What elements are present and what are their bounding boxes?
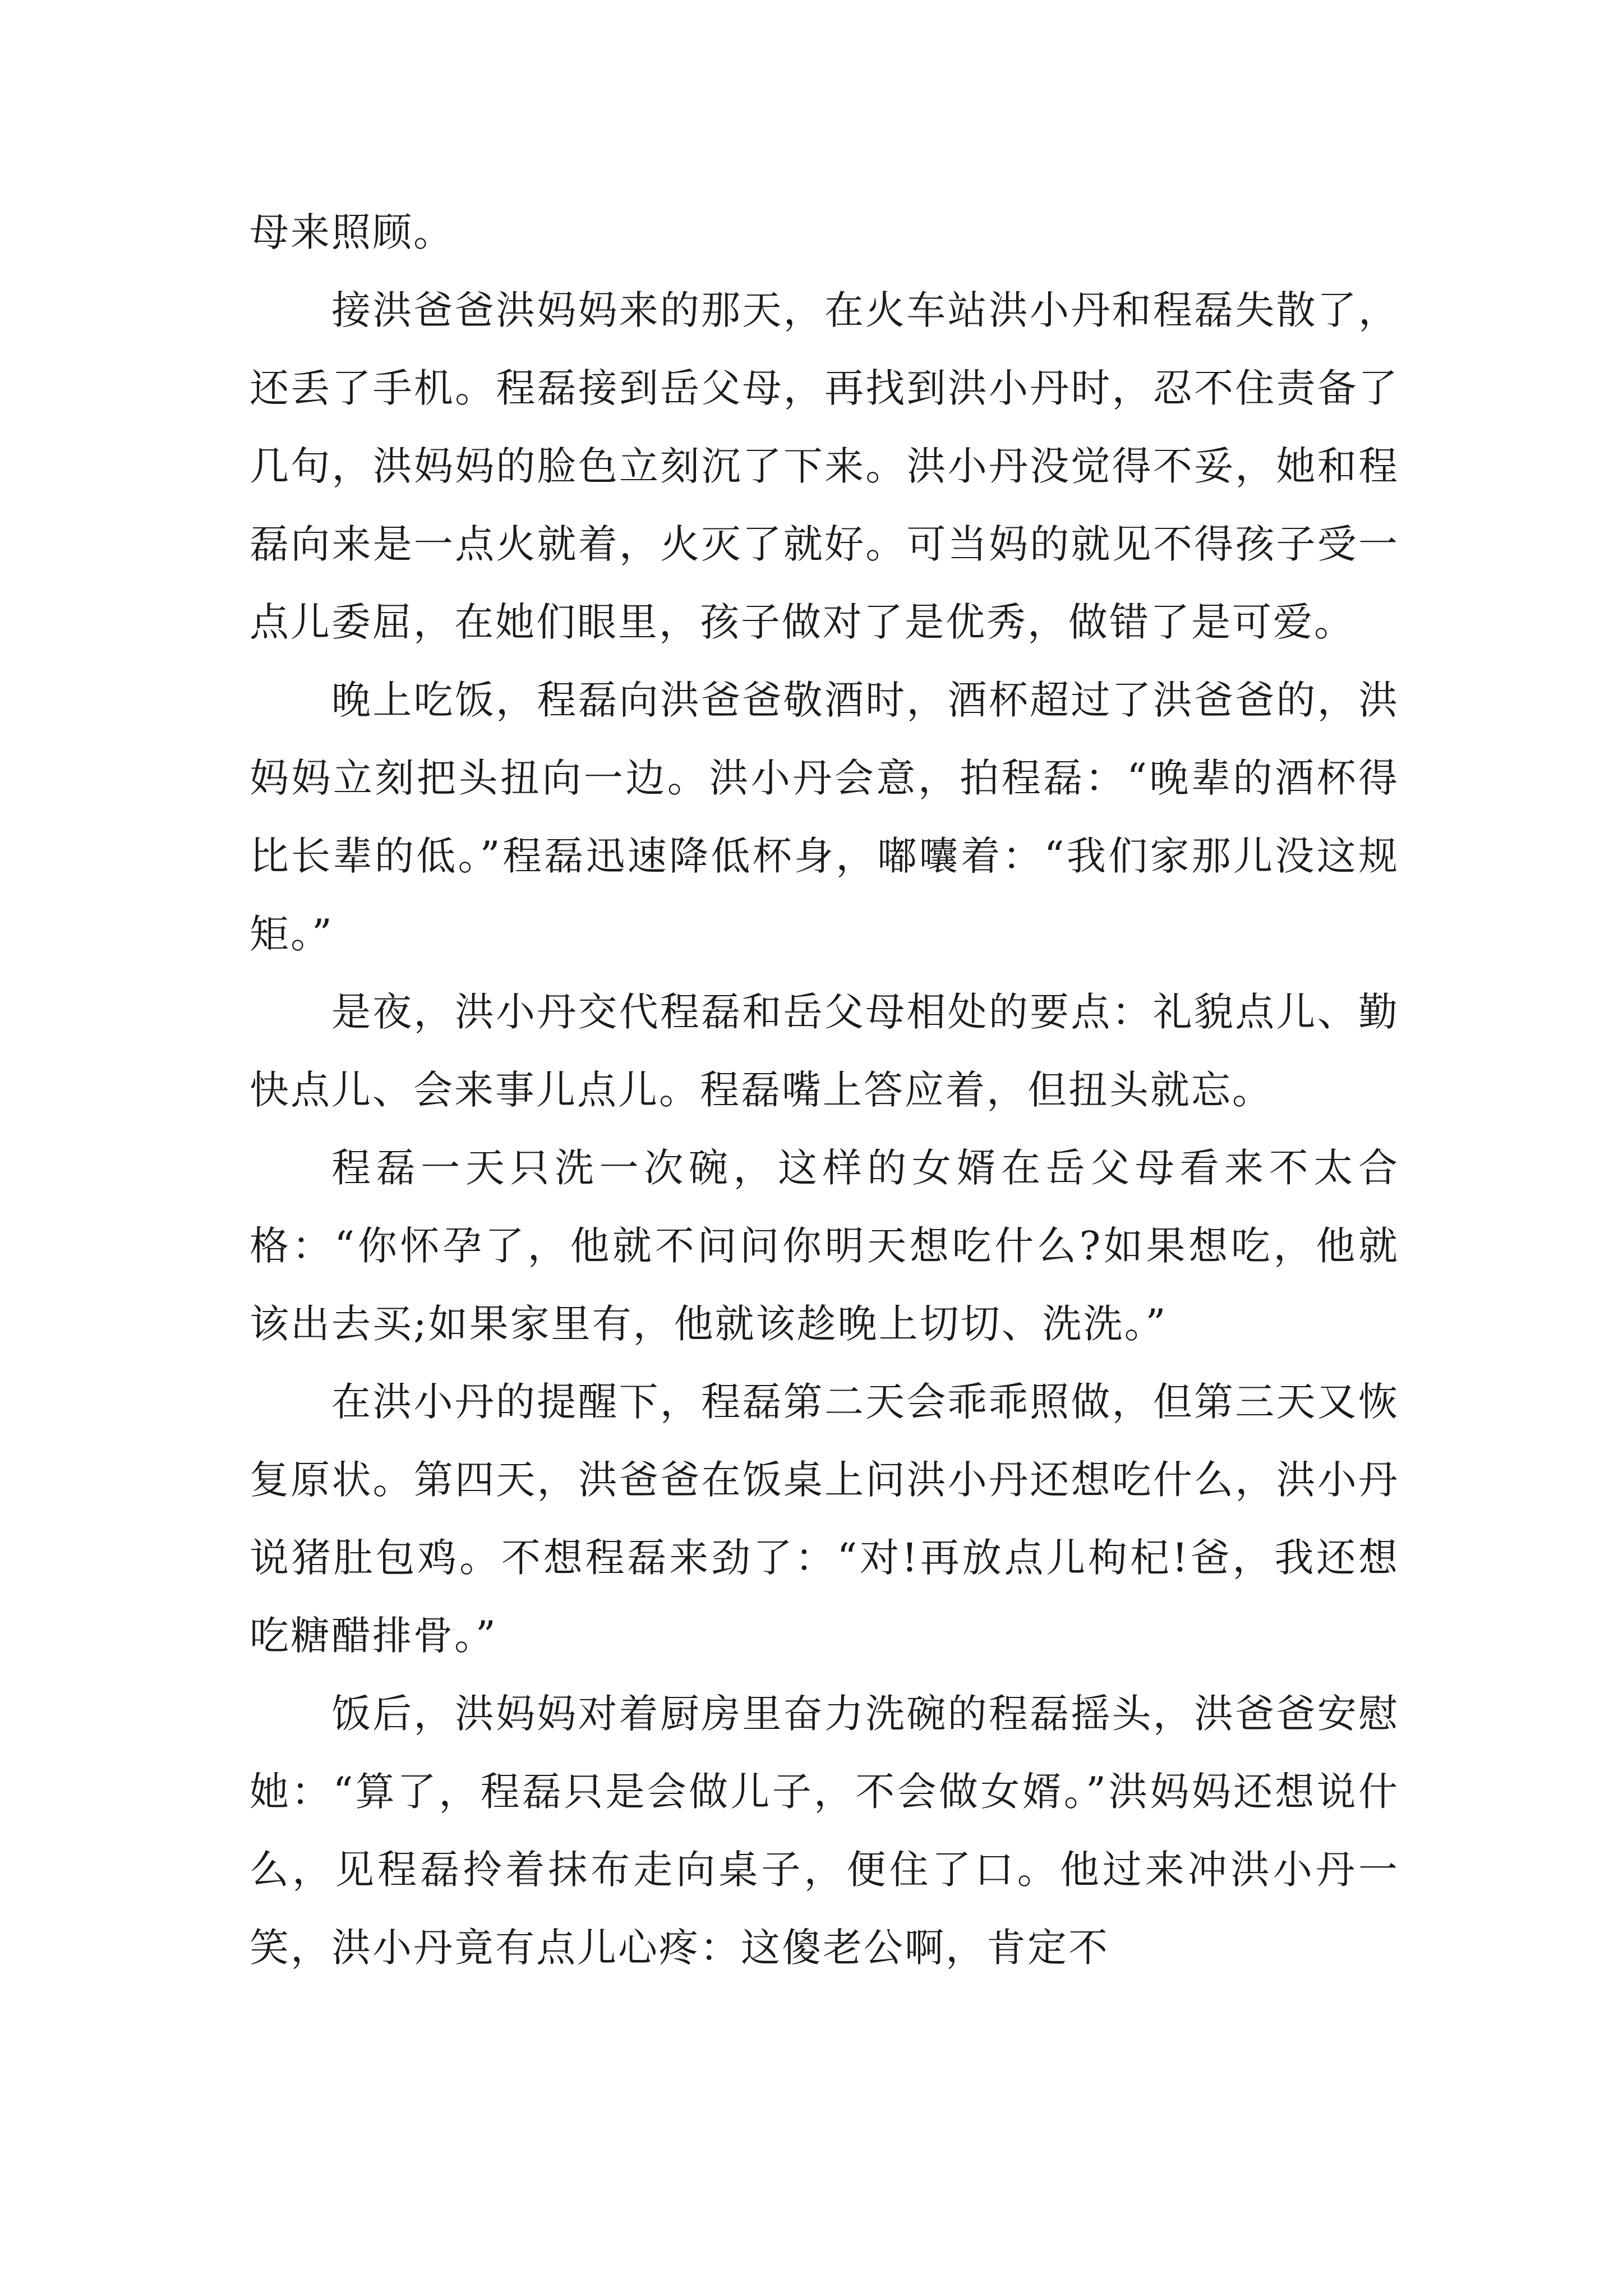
paragraph-1: 母来照顾。: [250, 209, 454, 255]
paragraph-3: 晚上吃饭，程磊向洪爸爸敬酒时，酒杯超过了洪爸爸的，洪妈妈立刻把头扭向一边。洪小丹会意，拍程磊：“晚辈的酒杯得比长辈的低。”程磊迅速降低杯身，嘟囔着：“我们家那儿没这规矩。”: [250, 677, 1399, 957]
paragraph-6: 在洪小丹的提醒下，程磊第二天会乖乖照做，但第三天又恢复原状。第四天，洪爸爸在饭桌上问洪小丹还想吃什么，洪小丹说猪肚包鸡。不想程磊来劲了：“对!再放点儿枸杞!爸，我还想吃糖醋排骨。”: [250, 1379, 1399, 1659]
paragraph-4: 是夜，洪小丹交代程磊和岳父母相处的要点：礼貌点儿、勤快点儿、会来事儿点儿。程磊嘴上答应着，但扭头就忘。: [250, 989, 1399, 1113]
paragraph-2: 接洪爸爸洪妈妈来的那天，在火车站洪小丹和程磊失散了，还丢了手机。程磊接到岳父母，再找到洪小丹时，忍不住责备了几句，洪妈妈的脸色立刻沉了下来。洪小丹没觉得不妥，她和程磊向来是一点火就着，火灭了就好。可当妈的就见不得孩子受一点儿委屈，在她们眼里，孩子做对了是优秀，做错了是可爱。: [250, 287, 1399, 645]
article-body: [250, 194, 1399, 1987]
paragraph-5: 程磊一天只洗一次碗，这样的女婿在岳父母看来不太合格：“你怀孕了，他就不问问你明天想吃什么?如果想吃，他就该出去买;如果家里有，他就该趁晚上切切、洗洗。”: [250, 1145, 1399, 1347]
paragraph-7: 饭后，洪妈妈对着厨房里奋力洗碗的程磊摇头，洪爸爸安慰她：“算了，程磊只是会做儿子，不会做女婿。”洪妈妈还想说什么，见程磊拎着抹布走向桌子，便住了口。他过来冲洪小丹一笑，洪小丹竟有点儿心疼：这傻老公啊，肯定不: [250, 1691, 1399, 1971]
